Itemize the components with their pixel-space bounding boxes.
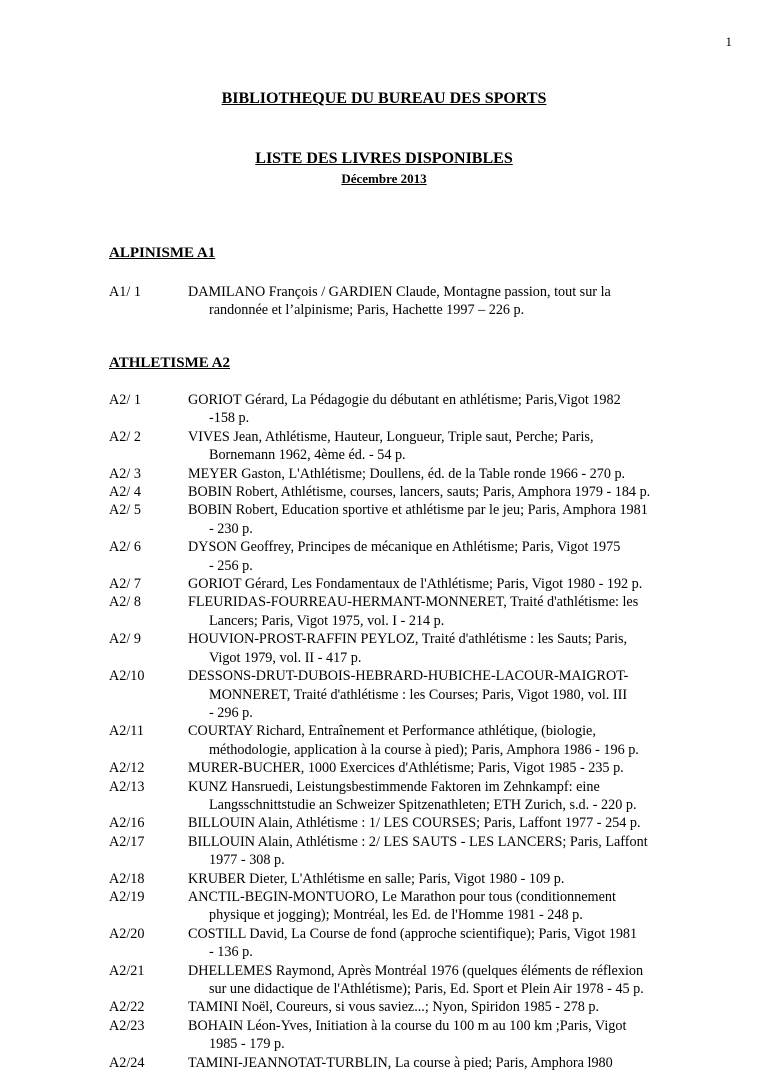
book-entry (109, 391, 768, 428)
book-code: A2/24 (109, 1054, 145, 1071)
book-description-line: - 256 p. (209, 557, 253, 574)
book-entry (109, 538, 768, 575)
page-number: 1 (725, 34, 732, 49)
book-code: A2/ 5 (109, 502, 141, 519)
book-description-line: Bornemann 1962, 4ème éd. - 54 p. (209, 447, 406, 464)
book-description (188, 630, 768, 667)
book-description (188, 925, 768, 962)
book-description-line: BILLOUIN Alain, Athlétisme : 2/ LES SAUTS - LES LANCERS; Paris, Laffont (188, 833, 648, 850)
book-description-line: 1985 - 179 p. (209, 1036, 285, 1053)
book-code: A2/20 (109, 925, 145, 942)
book-entry (109, 593, 768, 630)
book-description-line: 1977 - 308 p. (209, 852, 285, 869)
book-entry (109, 778, 768, 815)
book-code: A2/ 6 (109, 539, 141, 556)
book-description-line: - 230 p. (209, 520, 253, 537)
book-description (188, 759, 768, 777)
book-description (188, 722, 768, 759)
book-description (188, 593, 768, 630)
book-description (188, 888, 768, 925)
book-entry (109, 1017, 768, 1054)
book-description-line: BOBIN Robert, Education sportive et athlétisme par le jeu; Paris, Amphora 1981 (188, 502, 648, 519)
book-description-line: TAMINI-JEANNOTAT-TURBLIN, La course à pied; Paris, Amphora l980 (188, 1054, 613, 1071)
book-code: A2/ 1 (109, 392, 141, 408)
book-entry (109, 998, 768, 1016)
book-description-line: ANCTIL-BEGIN-MONTUORO, Le Marathon pour tous (conditionnement (188, 888, 616, 905)
book-description (188, 870, 768, 888)
book-code: A2/19 (109, 888, 145, 905)
book-description (188, 1054, 768, 1072)
book-description-line: - 136 p. (209, 944, 253, 961)
book-code: A2/ 4 (109, 484, 141, 501)
book-entry (109, 667, 768, 722)
document-title: BIBLIOTHEQUE DU BUREAU DES SPORTS (221, 90, 547, 107)
book-code: A2/ 8 (109, 594, 141, 611)
book-description-line: BILLOUIN Alain, Athlétisme : 1/ LES COURSES; Paris, Laffont 1977 - 254 p. (188, 815, 641, 832)
book-description (188, 833, 768, 870)
book-entry (109, 1054, 768, 1072)
book-entry (109, 925, 768, 962)
section-heading-alpinisme: ALPINISME A1 (109, 245, 216, 261)
book-description (188, 998, 768, 1016)
book-code: A2/ 9 (109, 631, 141, 648)
document-date: Décembre 2013 (341, 171, 427, 186)
entry-list-alpinisme (109, 283, 768, 320)
book-code: A2/21 (109, 962, 145, 979)
book-description-line: DHELLEMES Raymond, Après Montréal 1976 (quelques éléments de réflexion (188, 962, 644, 979)
book-entry (109, 833, 768, 870)
book-description (188, 501, 768, 538)
book-description-line: sur une didactique de l'Athlétisme); Paris, Ed. Sport et Plein Air 1978 - 45 p. (209, 981, 644, 997)
book-code: A2/18 (109, 870, 145, 887)
book-entry (109, 888, 768, 925)
book-description-line: COURTAY Richard, Entraînement et Performance athlétique, (biologie, (188, 723, 596, 740)
book-description-line: HOUVION-PROST-RAFFIN PEYLOZ, Traité d'athlétisme : les Sauts; Paris, (188, 631, 628, 648)
book-description-line: MEYER Gaston, L'Athlétisme; Doullens, éd. de la Table ronde 1966 - 270 p. (188, 465, 626, 482)
book-description-line: BOBIN Robert, Athlétisme, courses, lancers, sauts; Paris, Amphora 1979 - 184 p. (188, 484, 651, 501)
book-description-line: KRUBER Dieter, L'Athlétisme en salle; Paris, Vigot 1980 - 109 p. (188, 870, 565, 887)
book-entry (109, 759, 768, 777)
book-description (188, 962, 768, 999)
book-description-line: méthodologie, application à la course à pied); Paris, Amphora 1986 - 196 p. (209, 741, 639, 758)
book-code: A2/10 (109, 668, 145, 685)
book-description-line: BOHAIN Léon-Yves, Initiation à la course du 100 m au 100 km ;Paris, Vigot (188, 1017, 627, 1034)
book-description-line: MURER-BUCHER, 1000 Exercices d'Athlétisme; Paris, Vigot 1985 - 235 p. (188, 760, 624, 777)
book-description-line: Vigot 1979, vol. II - 417 p. (209, 649, 362, 666)
book-description-line: Lancers; Paris, Vigot 1975, vol. I - 214 p. (209, 612, 445, 629)
book-description-line: FLEURIDAS-FOURREAU-HERMANT-MONNERET, Traité d'athlétisme: les (188, 594, 639, 611)
book-entry (109, 575, 768, 593)
book-description (188, 428, 768, 465)
book-code: A2/ 7 (109, 576, 141, 593)
book-description-line: DAMILANO François / GARDIEN Claude, Montagne passion, tout sur la (188, 284, 611, 300)
book-description-line: DYSON Geoffrey, Principes de mécanique en Athlétisme; Paris, Vigot 1975 (188, 539, 621, 556)
book-description-line: GORIOT Gérard, Les Fondamentaux de l'Athlétisme; Paris, Vigot 1980 - 192 p. (188, 576, 643, 593)
book-description (188, 575, 768, 593)
book-description-line: randonnée et l’alpinisme; Paris, Hachette 1997 – 226 p. (209, 302, 525, 319)
book-entry (109, 814, 768, 832)
book-description (188, 814, 768, 832)
book-description-line: VIVES Jean, Athlétisme, Hauteur, Longueur, Triple saut, Perche; Paris, (188, 428, 594, 445)
book-code: A2/13 (109, 778, 145, 795)
book-description-line: DESSONS-DRUT-DUBOIS-HEBRARD-HUBICHE-LACOUR-MAIGROT- (188, 668, 629, 685)
book-description-line: - 296 p. (209, 704, 253, 721)
book-entry (109, 962, 768, 999)
book-description-line: GORIOT Gérard, La Pédagogie du débutant en athlétisme; Paris,Vigot 1982 (188, 392, 621, 408)
book-code: A2/ 2 (109, 428, 141, 445)
book-entry (109, 428, 768, 465)
book-code: A2/11 (109, 723, 144, 740)
book-description (188, 283, 768, 320)
book-description-line: TAMINI Noël, Coureurs, si vous saviez...; Nyon, Spiridon 1985 - 278 p. (188, 999, 600, 1016)
book-description-line: MONNERET, Traité d'athlétisme : les Courses; Paris, Vigot 1980, vol. III (209, 686, 628, 703)
document-subtitle: LISTE DES LIVRES DISPONIBLES (255, 150, 513, 167)
book-code: A2/12 (109, 760, 145, 777)
book-code: A2/ 3 (109, 465, 141, 482)
book-code: A2/22 (109, 999, 145, 1016)
book-description (188, 391, 768, 428)
book-code: A1/ 1 (109, 284, 141, 300)
book-entry (109, 465, 768, 483)
book-description (188, 538, 768, 575)
book-entry (109, 501, 768, 538)
book-description (188, 483, 768, 501)
book-description (188, 465, 768, 483)
book-code: A2/23 (109, 1017, 145, 1034)
book-description (188, 667, 768, 722)
entry-list-athletisme (109, 391, 768, 1072)
book-description-line: COSTILL David, La Course de fond (approche scientifique); Paris, Vigot 1981 (188, 925, 638, 942)
book-entry (109, 483, 768, 501)
book-code: A2/17 (109, 833, 145, 850)
book-description (188, 778, 768, 815)
book-entry (109, 870, 768, 888)
book-entry (109, 630, 768, 667)
book-description-line: -158 p. (209, 410, 250, 427)
book-description-line: Langsschnittstudie an Schweizer Spitzenathleten; ETH Zurich, s.d. - 220 p. (209, 796, 637, 813)
book-description (188, 1017, 768, 1054)
book-description-line: physique et jogging); Montréal, les Ed. de l'Homme 1981 - 248 p. (209, 907, 583, 924)
section-heading-athletisme: ATHLETISME A2 (109, 355, 231, 371)
book-code: A2/16 (109, 815, 145, 832)
book-description-line: KUNZ Hansruedi, Leistungsbestimmende Faktoren im Zehnkampf: eine (188, 778, 600, 795)
book-entry (109, 722, 768, 759)
book-entry (109, 283, 768, 320)
